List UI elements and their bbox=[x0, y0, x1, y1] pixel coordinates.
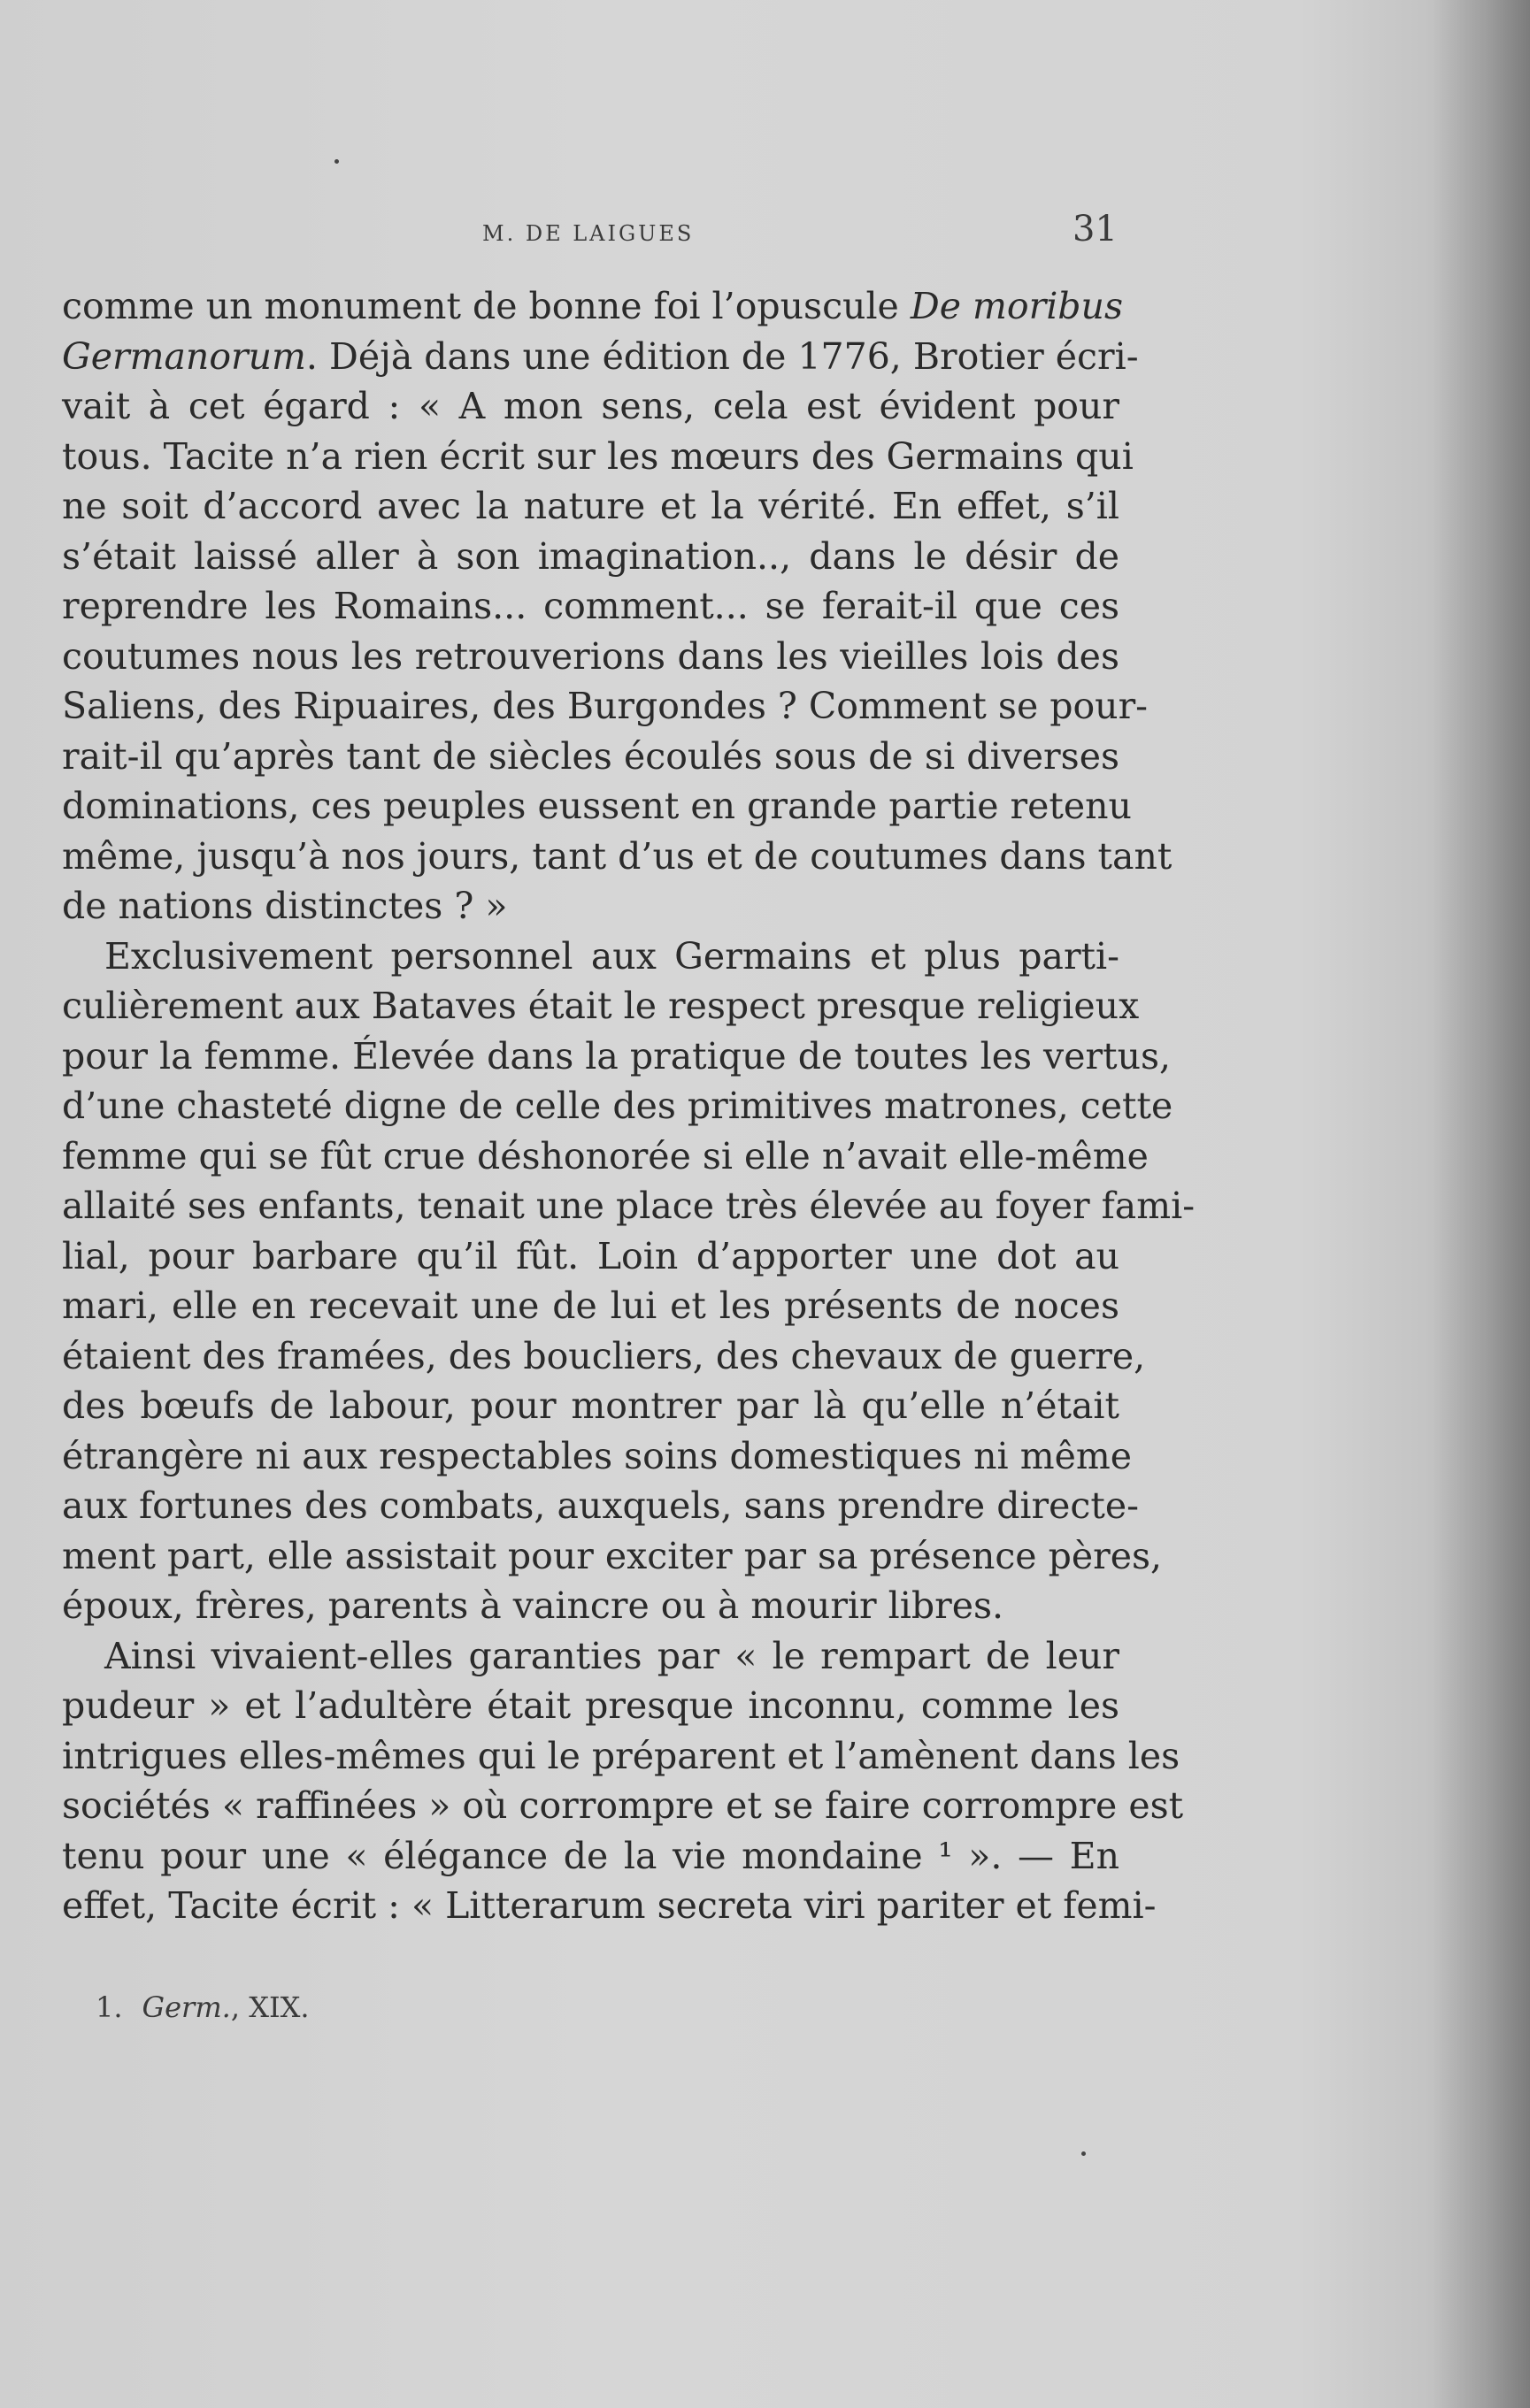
gutter-shadow bbox=[1433, 0, 1530, 2408]
text-line: ne soit d’accord avec la nature et la vérité. En effet, s’il bbox=[62, 485, 1119, 527]
text-line: pour la femme. Élevée dans la pratique de toutes les vertus, bbox=[62, 1034, 1172, 1077]
text-line: coutumes nous les retrouverions dans les vieilles lois des bbox=[62, 634, 1119, 678]
footnote bbox=[96, 1990, 310, 2024]
text-line: étaient des framées, des boucliers, des chevaux de guerre, bbox=[62, 1334, 1146, 1377]
running-head: M. DE LAIGUES bbox=[482, 221, 695, 246]
text-line: femme qui se fût crue déshonorée si elle n’avait elle-même bbox=[62, 1134, 1149, 1177]
footnote-reference: Germ. bbox=[142, 1990, 231, 2024]
text-line: époux, frères, parents à vaincre ou à mourir libres. bbox=[62, 1584, 1004, 1627]
text-line: mari, elle en recevait une de lui et les présents de noces bbox=[62, 1285, 1119, 1327]
text-line: effet, Tacite écrit : « Litterarum secreta viri pariter et femi- bbox=[62, 1884, 1157, 1927]
text-line: Saliens, des Ripuaires, des Burgondes ? Comment se pour- bbox=[62, 685, 1149, 727]
text-line: Exclusivement personnel aux Germains et plus parti- bbox=[104, 934, 1119, 978]
text-line: tenu pour une « élégance de la vie mondaine ¹ ». — En bbox=[62, 1834, 1119, 1877]
print-speck bbox=[1081, 2151, 1086, 2156]
text-line: Ainsi vivaient-elles garanties par « le rempart de leur bbox=[104, 1634, 1119, 1677]
text-line: tous. Tacite n’a rien écrit sur les mœurs des Germains qui bbox=[62, 434, 1134, 478]
latin-title: Germanorum bbox=[62, 334, 306, 378]
text-line: des bœufs de labour, pour montrer par là qu’elle n’était bbox=[62, 1384, 1119, 1427]
text-line: sociétés « raffinées » où corrompre et se faire corrompre est bbox=[62, 1784, 1184, 1827]
text-line: intrigues elles-mêmes qui le préparent et l’amènent dans les bbox=[62, 1734, 1180, 1777]
text-line: comme un monument de bonne foi l’opuscule De moribus bbox=[62, 285, 1123, 327]
footnote-number: 1. bbox=[96, 1990, 123, 2024]
text-line: de nations distinctes ? » bbox=[62, 885, 508, 927]
text-line: d’une chasteté digne de celle des primitives matrones, cette bbox=[62, 1085, 1173, 1127]
text-line: aux fortunes des combats, auxquels, sans prendre directe- bbox=[62, 1484, 1139, 1527]
text-line: dominations, ces peuples eussent en grande partie retenu bbox=[62, 785, 1132, 827]
text-line: lial, pour barbare qu’il fût. Loin d’apporter une dot au bbox=[62, 1234, 1119, 1277]
text-line: allaité ses enfants, tenait une place très élevée au foyer fami- bbox=[62, 1185, 1196, 1227]
text-line: s’était laissé aller à son imagination.., dans le désir de bbox=[62, 534, 1119, 578]
latin-title: De moribus bbox=[910, 285, 1123, 327]
footnote-rest: , XIX. bbox=[230, 1990, 310, 2024]
text-line: même, jusqu’à nos jours, tant d’us et de coutumes dans tant bbox=[62, 834, 1172, 878]
text-line: reprendre les Romains... comment... se ferait-il que ces bbox=[62, 585, 1119, 627]
text-line: étrangère ni aux respectables soins domestiques ni même bbox=[62, 1434, 1132, 1477]
body-text bbox=[62, 281, 1196, 1931]
text-line: culièrement aux Bataves était le respect presque religieux bbox=[62, 985, 1140, 1027]
text-line: vait à cet égard : « A mon sens, cela est évident pour bbox=[62, 385, 1119, 427]
text-line: rait-il qu’après tant de siècles écoulés sous de si diverses bbox=[62, 734, 1119, 778]
text-line: Germanorum. Déjà dans une édition de 1776, Brotier écri- bbox=[62, 334, 1139, 378]
text-line: ment part, elle assistait pour exciter par sa présence pères, bbox=[62, 1534, 1163, 1577]
text-line: pudeur » et l’adultère était presque inconnu, comme les bbox=[62, 1684, 1119, 1727]
page-number: 31 bbox=[1073, 209, 1118, 249]
print-speck bbox=[334, 159, 339, 164]
